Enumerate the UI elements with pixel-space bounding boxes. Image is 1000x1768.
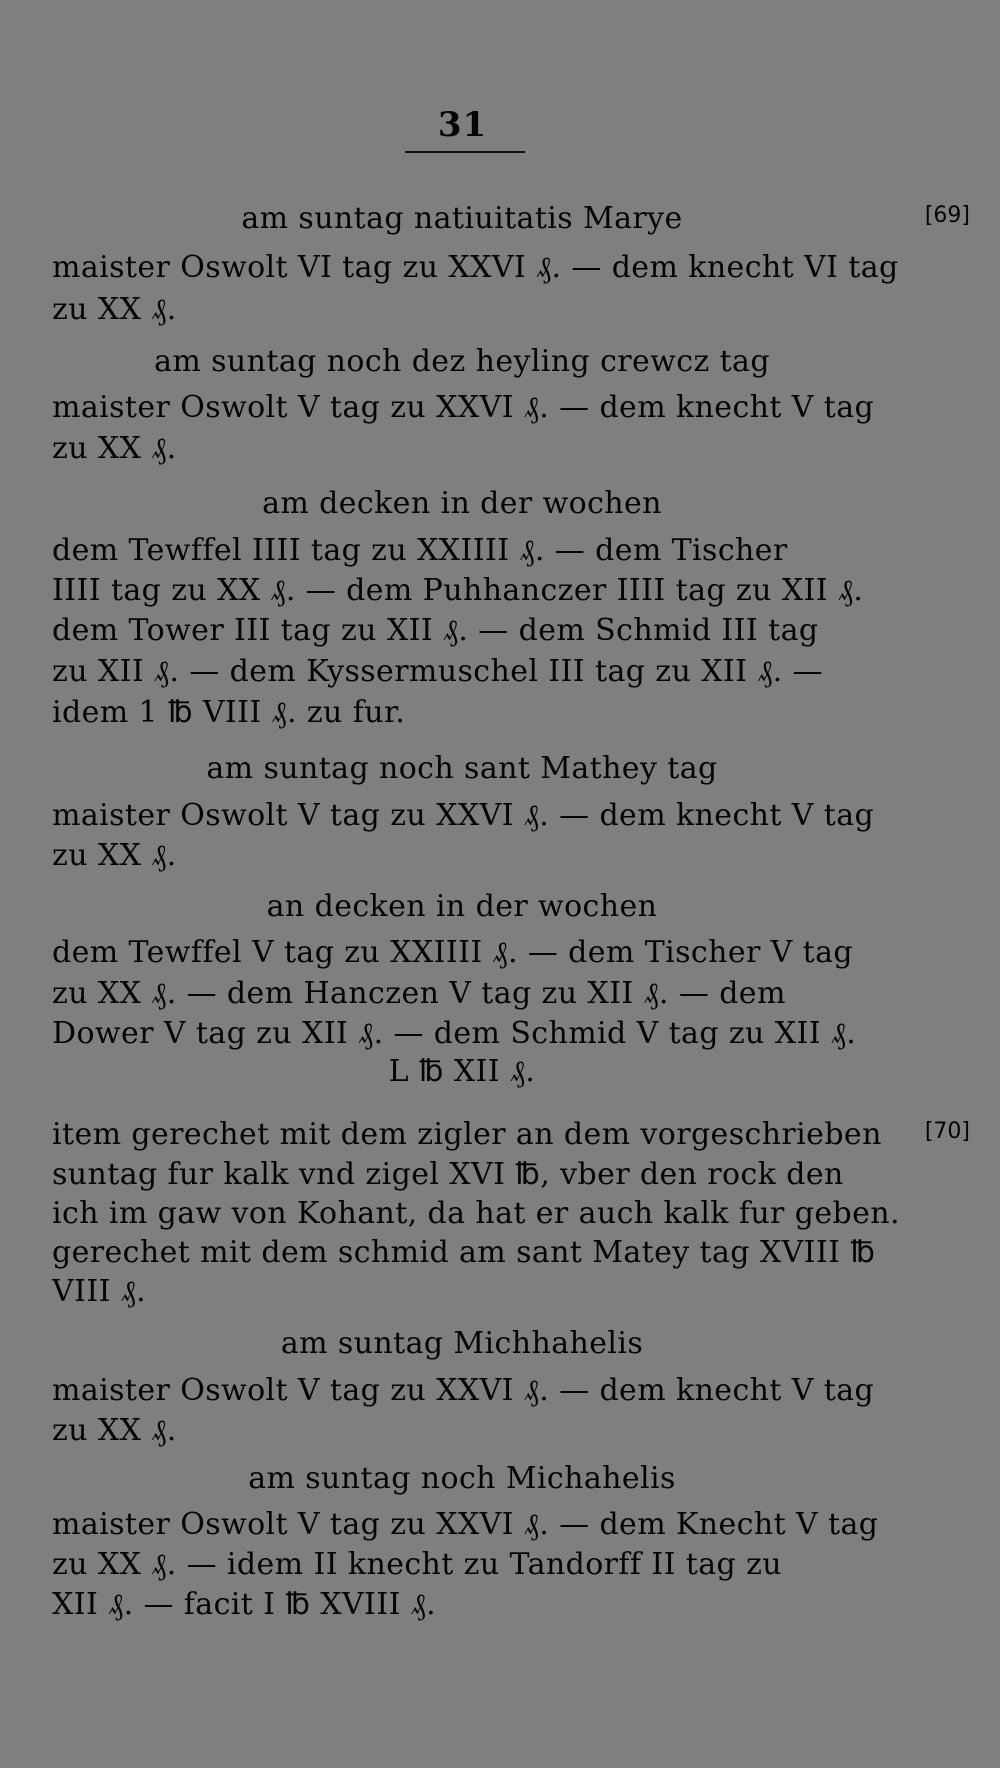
text-line: zu XX ₰. — idem II knecht zu Tandorff II tag zu: [52, 1547, 783, 1582]
text-line: IIII tag zu XX ₰. — dem Puhhanczer IIII tag zu XII ₰.: [52, 573, 864, 608]
margin-note-69: [69]: [924, 203, 970, 228]
text-line: dem Tower III tag zu XII ₰. — dem Schmid III tag: [52, 613, 819, 648]
text-line: maister Oswolt V tag zu XXVI ₰. — dem Knecht V tag: [52, 1507, 879, 1542]
text-line: item gerechet mit dem zigler an dem vorgeschrieben: [52, 1117, 882, 1152]
section-heading: am suntag natiuitatis Marye: [241, 201, 683, 236]
text-line: zu XX ₰. — dem Hanczen V tag zu XII ₰. — dem: [52, 976, 786, 1011]
text-line: zu XX ₰.: [52, 838, 177, 873]
text-line: idem 1 ℔ VIII ₰. zu fur.: [52, 695, 406, 730]
text-line: ich im gaw von Kohant, da hat er auch kalk fur geben.: [52, 1196, 900, 1231]
section-heading: am suntag noch sant Mathey tag: [206, 751, 718, 786]
section-heading: am suntag noch Michahelis: [248, 1461, 676, 1496]
text-line: zu XII ₰. — dem Kyssermuschel III tag zu XII ₰. —: [52, 654, 824, 689]
text-line: XII ₰. — facit I ℔ XVIII ₰.: [52, 1587, 437, 1622]
text-line: maister Oswolt V tag zu XXVI ₰. — dem knecht V tag: [52, 798, 875, 833]
text-line: VIII ₰.: [52, 1274, 147, 1309]
text-line: zu XX ₰.: [52, 1413, 177, 1448]
page-number-rule: [405, 151, 525, 153]
text-line: maister Oswolt V tag zu XXVI ₰. — dem knecht V tag: [52, 1373, 875, 1408]
section-heading: am suntag Michhahelis: [280, 1326, 644, 1361]
section-heading: am suntag noch dez heyling crewcz tag: [154, 344, 770, 379]
text-line: dem Tewffel IIII tag zu XXIIII ₰. — dem Tischer: [52, 533, 788, 568]
text-line: zu XX ₰.: [52, 431, 177, 466]
text-line: zu XX ₰.: [52, 292, 177, 327]
page-number: 31: [437, 105, 488, 145]
text-line: Dower V tag zu XII ₰. — dem Schmid V tag zu XII ₰.: [52, 1016, 857, 1051]
text-line: maister Oswolt V tag zu XXVI ₰. — dem knecht V tag: [52, 390, 875, 425]
text-line: gerechet mit dem schmid am sant Matey tag XVIII ℔: [52, 1235, 876, 1270]
section-heading: am decken in der wochen: [262, 486, 662, 521]
text-line: maister Oswolt VI tag zu XXVI ₰. — dem knecht VI tag: [52, 250, 899, 285]
text-line: suntag fur kalk vnd zigel XVI ℔, vber den rock den: [52, 1157, 844, 1192]
section-heading: an decken in der wochen: [266, 889, 658, 924]
margin-note-70: [70]: [924, 1119, 970, 1144]
text-line: dem Tewffel V tag zu XXIIII ₰. — dem Tischer V tag: [52, 935, 853, 970]
sum-line: L ℔ XII ₰.: [388, 1054, 536, 1089]
